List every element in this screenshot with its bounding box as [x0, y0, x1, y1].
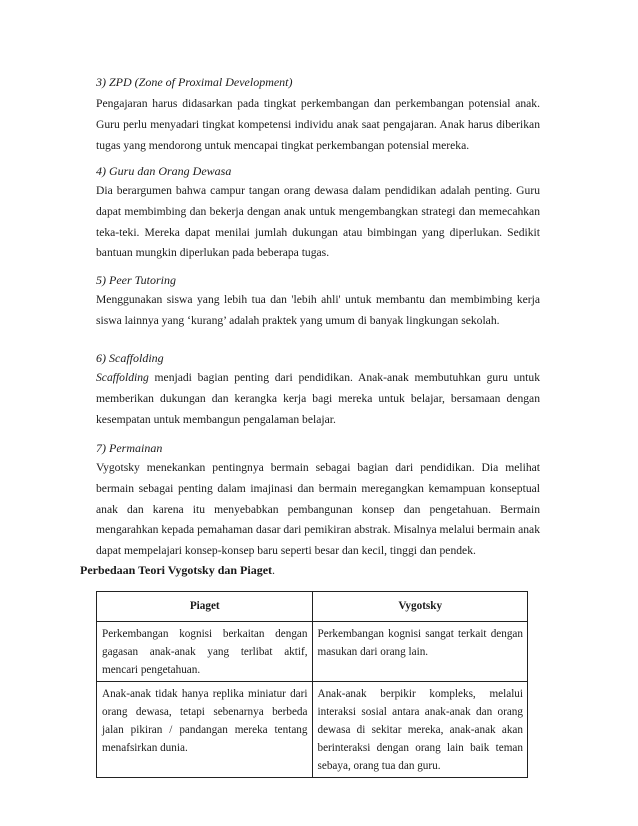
- section-scaffolding: [96, 350, 540, 430]
- section-zpd: [96, 74, 540, 156]
- header-vygotsky: Vygotsky: [312, 592, 528, 622]
- section-body: Vygotsky menekankan pentingnya bermain sebagai bagian dari pendidikan. Dia melihat bermain sebagai penting dalam imajinasi dan bermain meregangkan kemampuan konseptual anak dan karena itu menyebabkan pembangunan konsep dan pengetahuan. Bermain mengarahkan kepada pemahaman dasar dari pemikiran abstrak. Misalnya melalui bermain anak dapat mempelajari konsep-konsep baru seperti besar dan kecil, tinggi dan pendek.: [96, 461, 540, 558]
- section-body: Menggunakan siswa yang lebih tua dan 'lebih ahli' untuk membantu dan membimbing kerja siswa lainnya yang ‘kurang’ adalah praktek yang umum di banyak lingkungan sekolah.: [96, 293, 540, 327]
- header-piaget: Piaget: [97, 592, 313, 622]
- comparison-title: [80, 563, 275, 578]
- table-row: [97, 622, 528, 682]
- section-body: [96, 368, 540, 430]
- scaffolding-term: Scaffolding: [96, 371, 149, 384]
- section-body: Pengajaran harus didasarkan pada tingkat perkembangan dan perkembangan potensial anak. Guru perlu menyadari tingkat kompetensi individu anak saat pengajaran. Anak harus diberikan tugas yang mendorong untuk mencapai tingkat perkembangan potensial mereka.: [96, 97, 540, 152]
- section-heading: 6) Scaffolding: [96, 351, 164, 365]
- section-heading: 7) Permainan: [96, 441, 163, 455]
- comparison-title-suffix: .: [272, 563, 276, 577]
- section-heading: 4) Guru dan Orang Dewasa: [96, 164, 232, 178]
- section-heading: 3) ZPD (Zone of Proximal Development): [96, 75, 293, 89]
- table-row: [97, 682, 528, 778]
- table-cell-piaget: Perkembangan kognisi berkaitan dengan gagasan anak-anak yang terlibat aktif, mencari pengetahuan.: [97, 622, 313, 682]
- section-guru-dewasa: [96, 163, 540, 264]
- table-cell-vygotsky: Perkembangan kognisi sangat terkait dengan masukan dari orang lain.: [312, 622, 528, 682]
- table-cell-vygotsky: Anak-anak berpikir kompleks, melalui interaksi sosial antara anak-anak dan orang dewasa di sekitar mereka, anak-anak akan berinteraksi dengan orang lain baik teman sebaya, orang tua dan guru.: [312, 682, 528, 778]
- section-body: Dia berargumen bahwa campur tangan orang dewasa dalam pendidikan adalah penting. Guru dapat membimbing dan bekerja dengan anak untuk mengembangkan strategi dan memecahkan teka-teki. Mereka dapat menilai jumlah dukungan atau bimbingan yang diperlukan. Sedikit bantuan mungkin diperlukan pada beberapa tugas.: [96, 184, 540, 260]
- comparison-title-text: Perbedaan Teori Vygotsky dan Piaget: [80, 563, 273, 577]
- section-heading: 5) Peer Tutoring: [96, 273, 176, 287]
- section-peer-tutoring: [96, 272, 540, 332]
- table-cell-piaget: Anak-anak tidak hanya replika miniatur dari orang dewasa, tetapi sebenarnya berbeda jalan pikiran / pandangan mereka tentang menafsirkan dunia.: [97, 682, 313, 778]
- comparison-table: [96, 591, 528, 778]
- section-body-text: menjadi bagian penting dari pendidikan. Anak-anak membutuhkan guru untuk memberikan dukungan dan kerangka kerja bagi mereka untuk belajar, bersamaan dengan kesempatan untuk membangun pengalaman belajar.: [96, 371, 540, 426]
- section-permainan: [96, 440, 540, 562]
- table-header-row: [97, 592, 528, 622]
